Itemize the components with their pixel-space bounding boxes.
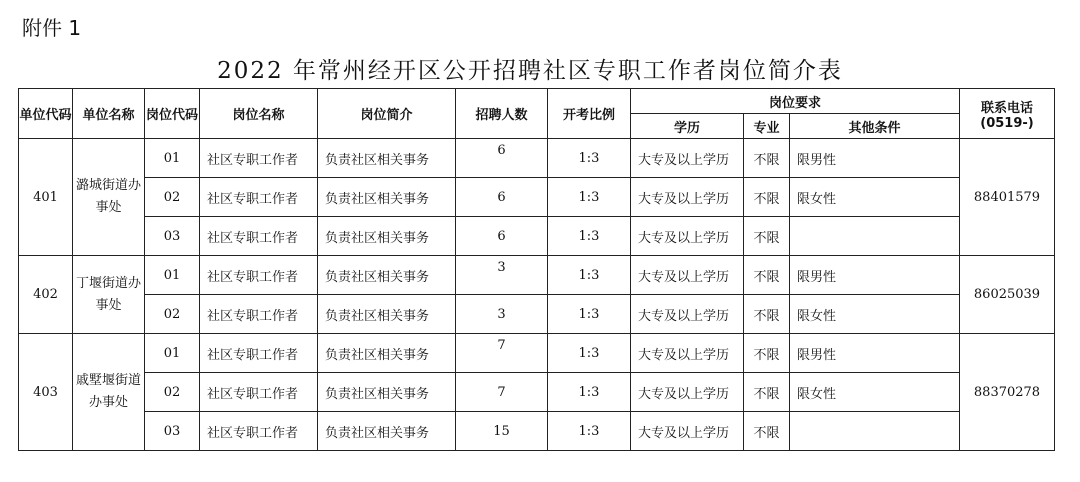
post-name: 社区专职工作者	[200, 178, 318, 217]
other-condition	[790, 412, 960, 451]
hire-count: 3	[456, 295, 548, 334]
post-code: 01	[145, 139, 200, 178]
post-desc: 负责社区相关事务	[318, 217, 456, 256]
phone-number: 88370278	[960, 334, 1055, 451]
education: 大专及以上学历	[631, 217, 744, 256]
header-other: 其他条件	[790, 114, 960, 139]
exam-ratio: 1:3	[548, 373, 631, 412]
header-requirements: 岗位要求	[631, 89, 960, 114]
hire-count: 7	[456, 334, 548, 373]
education: 大专及以上学历	[631, 412, 744, 451]
exam-ratio: 1:3	[548, 256, 631, 295]
unit-name: 潞城街道办事处	[73, 139, 145, 256]
unit-code: 402	[19, 256, 73, 334]
post-code: 02	[145, 178, 200, 217]
header-exam-ratio: 开考比例	[548, 89, 631, 139]
post-name: 社区专职工作者	[200, 217, 318, 256]
major: 不限	[744, 178, 790, 217]
post-name: 社区专职工作者	[200, 295, 318, 334]
major: 不限	[744, 256, 790, 295]
table-row	[19, 373, 1055, 412]
table-row	[19, 217, 1055, 256]
hire-count: 7	[456, 373, 548, 412]
exam-ratio: 1:3	[548, 334, 631, 373]
header-education: 学历	[631, 114, 744, 139]
table-row	[19, 295, 1055, 334]
post-desc: 负责社区相关事务	[318, 412, 456, 451]
attachment-label: 附件 1	[22, 16, 82, 40]
exam-ratio: 1:3	[548, 412, 631, 451]
positions-table	[18, 88, 1055, 451]
header-post-code: 岗位代码	[145, 89, 200, 139]
major: 不限	[744, 217, 790, 256]
major: 不限	[744, 295, 790, 334]
hire-count: 6	[456, 178, 548, 217]
post-code: 02	[145, 373, 200, 412]
header-phone-label: 联系电话	[980, 100, 1033, 116]
other-condition: 限女性	[790, 373, 960, 412]
table-row	[19, 334, 1055, 373]
major: 不限	[744, 139, 790, 178]
post-desc: 负责社区相关事务	[318, 139, 456, 178]
unit-name: 丁堰街道办事处	[73, 256, 145, 334]
table-row	[19, 412, 1055, 451]
major: 不限	[744, 373, 790, 412]
header-unit-code: 单位代码	[19, 89, 73, 139]
page-title: 2022 年常州经开区公开招聘社区专职工作者岗位简介表	[217, 58, 843, 84]
phone-number: 86025039	[960, 256, 1055, 334]
other-condition	[790, 217, 960, 256]
table-row	[19, 139, 1055, 178]
education: 大专及以上学历	[631, 373, 744, 412]
post-name: 社区专职工作者	[200, 334, 318, 373]
unit-name: 戚墅堰街道办事处	[73, 334, 145, 451]
post-code: 03	[145, 217, 200, 256]
education: 大专及以上学历	[631, 295, 744, 334]
header-phone	[960, 89, 1055, 139]
unit-code: 401	[19, 139, 73, 256]
table-row	[19, 256, 1055, 295]
post-name: 社区专职工作者	[200, 139, 318, 178]
hire-count: 6	[456, 139, 548, 178]
post-code: 02	[145, 295, 200, 334]
education: 大专及以上学历	[631, 139, 744, 178]
hire-count: 15	[456, 412, 548, 451]
post-desc: 负责社区相关事务	[318, 295, 456, 334]
major: 不限	[744, 412, 790, 451]
other-condition: 限女性	[790, 178, 960, 217]
header-major: 专业	[744, 114, 790, 139]
post-name: 社区专职工作者	[200, 256, 318, 295]
other-condition: 限男性	[790, 139, 960, 178]
header-unit-name: 单位名称	[73, 89, 145, 139]
header-phone-area: (0519-)	[980, 115, 1034, 131]
exam-ratio: 1:3	[548, 295, 631, 334]
exam-ratio: 1:3	[548, 217, 631, 256]
post-desc: 负责社区相关事务	[318, 334, 456, 373]
header-post-name: 岗位名称	[200, 89, 318, 139]
post-code: 03	[145, 412, 200, 451]
unit-code: 403	[19, 334, 73, 451]
post-name: 社区专职工作者	[200, 373, 318, 412]
post-desc: 负责社区相关事务	[318, 256, 456, 295]
education: 大专及以上学历	[631, 178, 744, 217]
post-name: 社区专职工作者	[200, 412, 318, 451]
hire-count: 3	[456, 256, 548, 295]
post-code: 01	[145, 256, 200, 295]
header-post-desc: 岗位简介	[318, 89, 456, 139]
phone-number: 88401579	[960, 139, 1055, 256]
header-hire-count: 招聘人数	[456, 89, 548, 139]
education: 大专及以上学历	[631, 256, 744, 295]
education: 大专及以上学历	[631, 334, 744, 373]
hire-count: 6	[456, 217, 548, 256]
other-condition: 限男性	[790, 334, 960, 373]
major: 不限	[744, 334, 790, 373]
other-condition: 限女性	[790, 295, 960, 334]
post-desc: 负责社区相关事务	[318, 178, 456, 217]
exam-ratio: 1:3	[548, 178, 631, 217]
post-desc: 负责社区相关事务	[318, 373, 456, 412]
exam-ratio: 1:3	[548, 139, 631, 178]
other-condition: 限男性	[790, 256, 960, 295]
post-code: 01	[145, 334, 200, 373]
table-row	[19, 178, 1055, 217]
